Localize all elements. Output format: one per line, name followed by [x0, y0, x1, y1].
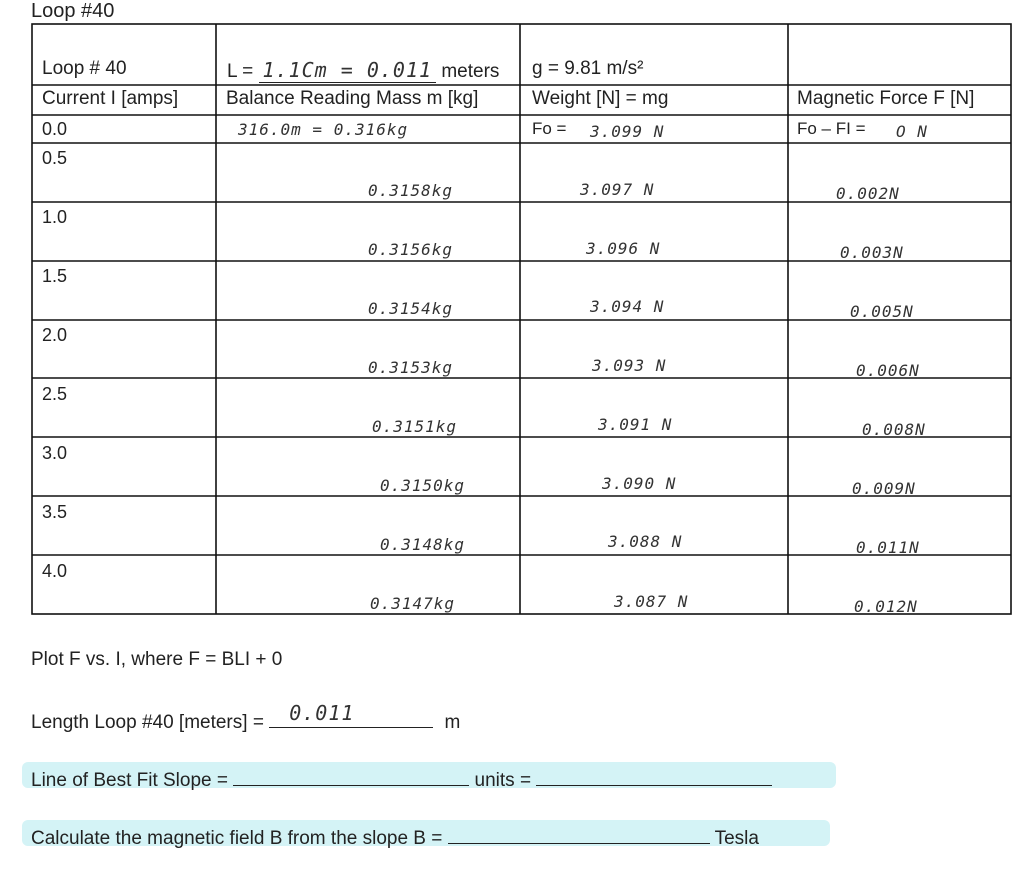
slope-blank[interactable]	[233, 765, 469, 786]
row0-mass: 316.0m = 0.316kg	[238, 120, 409, 139]
row-current: 3.0	[42, 443, 68, 463]
row0-force-label: Fo – FI =	[797, 119, 866, 138]
row-weight: 3.087 N	[614, 592, 689, 611]
length-answer-label: Length Loop #40 [meters] =	[31, 712, 264, 733]
row-mass: 0.3156kg	[368, 240, 454, 259]
row-mass: 0.3150kg	[380, 476, 466, 495]
row-current: 1.5	[42, 266, 68, 286]
row-current: 1.0	[42, 207, 68, 227]
row-mass: 0.3151kg	[372, 417, 458, 436]
row-force: 0.003N	[840, 243, 904, 262]
plot-instruction: Plot F vs. I, where F = BLI + 0	[31, 649, 283, 670]
length-answer-unit: m	[444, 712, 461, 733]
b-field-blank[interactable]	[448, 823, 710, 844]
row-weight: 3.088 N	[608, 532, 683, 551]
b-field-label: Calculate the magnetic field B from the slope B =	[31, 828, 443, 849]
row-mass: 0.3158kg	[368, 181, 454, 200]
row-weight: 3.090 N	[602, 474, 677, 493]
gravity-label: g = 9.81 m/s²	[532, 58, 644, 79]
col-mass-header: Balance Reading Mass m [kg]	[226, 88, 479, 109]
length-answer-line	[31, 701, 461, 734]
units-label: units =	[474, 770, 532, 791]
row-weight: 3.097 N	[580, 180, 655, 199]
row-force: 0.006N	[856, 361, 920, 380]
length-handwritten: 1.1Cm = 0.011	[259, 58, 437, 83]
row-current: 2.5	[42, 384, 68, 404]
row0-current: 0.0	[42, 119, 68, 139]
page-title: Loop #40	[31, 0, 115, 22]
slope-answer-line	[31, 765, 772, 792]
row0-weight-label: Fo =	[532, 119, 567, 138]
row0-weight: 3.099 N	[590, 122, 665, 141]
col-current-header: Current I [amps]	[42, 88, 179, 109]
length-unit: meters	[441, 61, 500, 82]
row-weight: 3.091 N	[598, 415, 673, 434]
row-weight: 3.093 N	[592, 356, 667, 375]
row-force: 0.005N	[850, 302, 914, 321]
row-current: 2.0	[42, 325, 68, 345]
loop-label: Loop # 40	[42, 58, 127, 79]
b-field-answer-line	[31, 823, 759, 850]
length-answer-blank[interactable]	[269, 701, 433, 728]
row-mass: 0.3148kg	[380, 535, 466, 554]
row-mass: 0.3154kg	[368, 299, 454, 318]
col-force-header: Magnetic Force F [N]	[797, 88, 975, 109]
row-mass: 0.3153kg	[368, 358, 454, 377]
length-prefix: L =	[227, 61, 259, 82]
row-force: 0.011N	[856, 538, 920, 557]
row-force: 0.002N	[836, 184, 900, 203]
row-force: 0.012N	[854, 597, 918, 616]
length-answer-value: 0.011	[289, 701, 355, 725]
units-blank[interactable]	[536, 765, 772, 786]
slope-label: Line of Best Fit Slope =	[31, 770, 228, 791]
length-header	[227, 58, 499, 83]
row-force: 0.009N	[852, 479, 916, 498]
col-weight-header: Weight [N] = mg	[532, 88, 669, 109]
row-current: 0.5	[42, 148, 68, 168]
row-current: 4.0	[42, 561, 68, 581]
row-current: 3.5	[42, 502, 68, 522]
row-force: 0.008N	[862, 420, 926, 439]
row0-force: O N	[896, 122, 928, 141]
row-mass: 0.3147kg	[370, 594, 456, 613]
row-weight: 3.094 N	[590, 297, 665, 316]
b-field-unit: Tesla	[714, 828, 759, 849]
row-weight: 3.096 N	[586, 239, 661, 258]
